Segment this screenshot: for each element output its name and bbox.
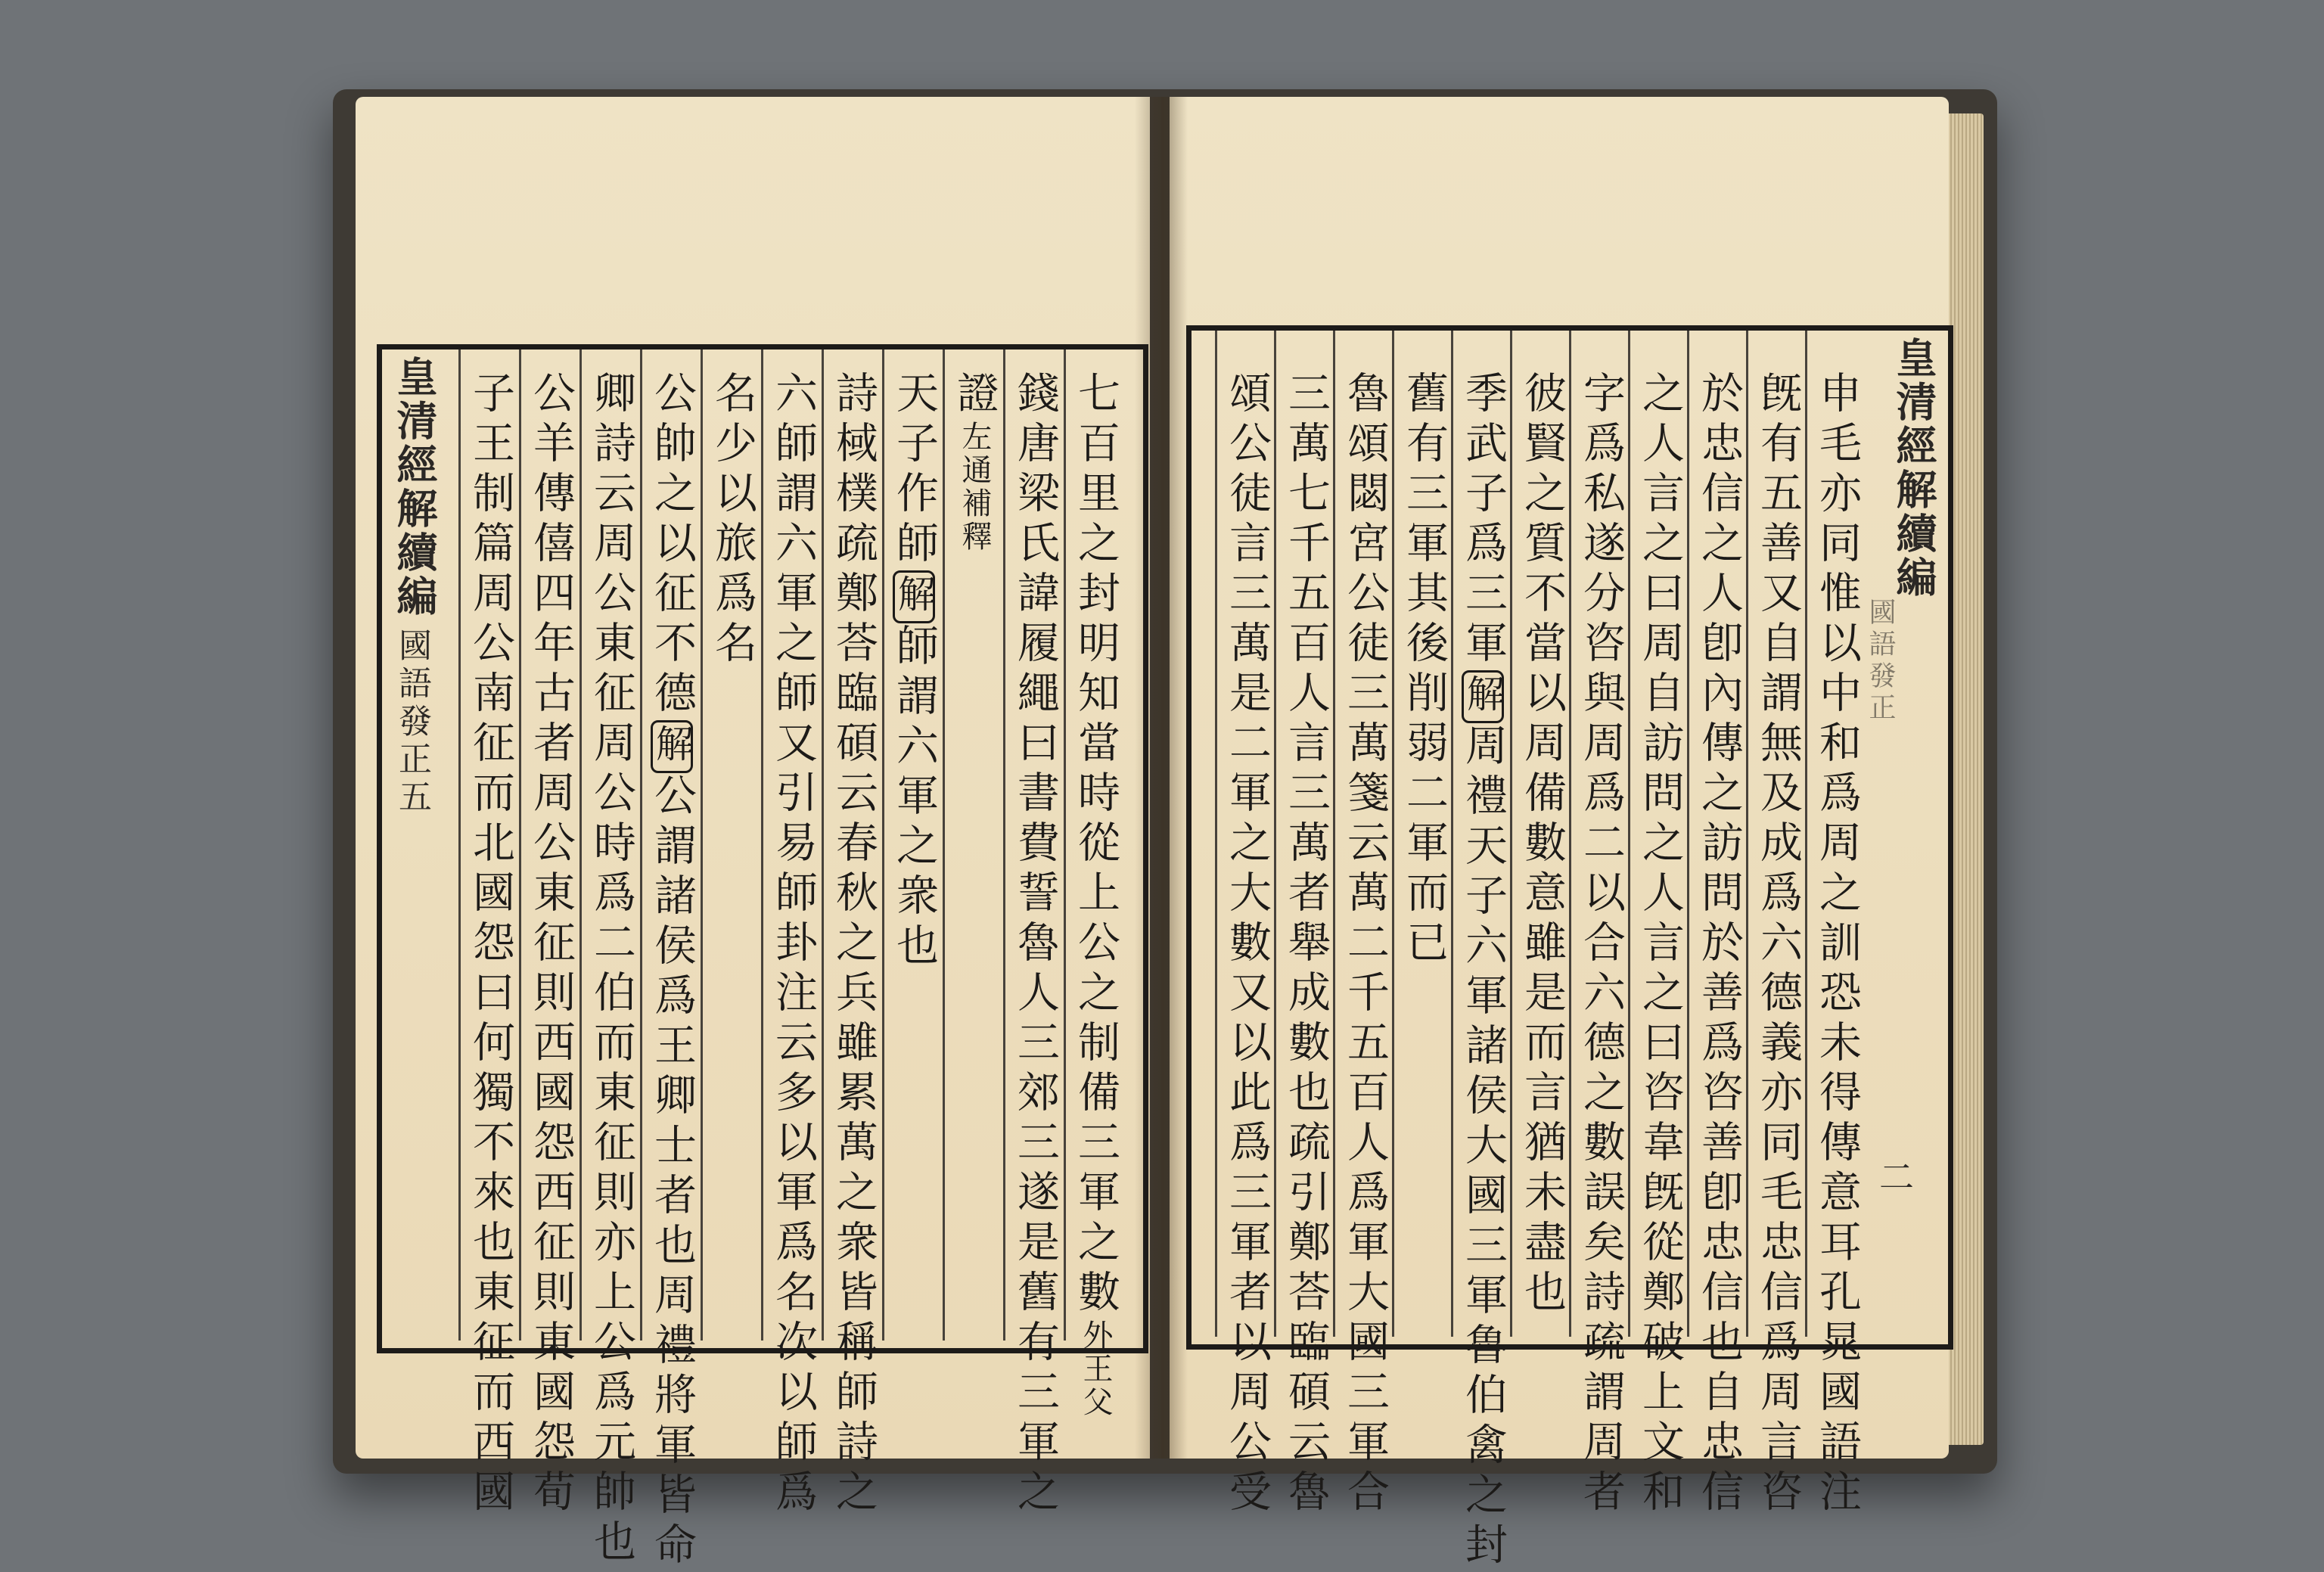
- column-rule: [640, 350, 642, 1341]
- text-run: 舊有三軍其後削弱二軍而已: [1400, 371, 1449, 970]
- column-rule: [579, 350, 582, 1341]
- column-rule: [1569, 331, 1571, 1337]
- column-rule: [1274, 331, 1276, 1337]
- right-page-column: [1282, 371, 1331, 1519]
- column-rule: [1451, 331, 1453, 1337]
- left-edge-title: 皇清經解續編: [390, 356, 439, 619]
- text-run: 子王制篇周公南征而北國怨曰何獨不來也東征而西國: [466, 371, 515, 1519]
- left-page-column: [950, 371, 999, 554]
- left-page-column: [587, 371, 636, 1569]
- column-rule: [1687, 331, 1689, 1337]
- column-rule: [1215, 331, 1217, 1337]
- left-page-column: [527, 371, 576, 1519]
- column-rule: [943, 350, 945, 1341]
- text-run: 名少以旅爲名: [708, 371, 757, 670]
- left-page-column: [769, 371, 818, 1519]
- text-run: 證: [950, 371, 999, 421]
- left-page-column: [890, 371, 939, 973]
- right-page-column: [1754, 371, 1803, 1519]
- right-page-column: [1695, 371, 1744, 1519]
- column-rule: [458, 350, 461, 1341]
- right-edge-subtitle: 國語發正: [1865, 598, 1896, 725]
- column-rule: [761, 350, 763, 1341]
- right-page-column: [1518, 371, 1567, 1319]
- text-run: 之人言之曰周自訪問之人言之曰咨韋旣從鄭破上文和: [1636, 371, 1685, 1519]
- column-rule: [1003, 350, 1005, 1341]
- text-run: 季武子爲三軍: [1459, 371, 1508, 670]
- column-rule: [1746, 331, 1748, 1337]
- left-page-column: [1071, 371, 1120, 1419]
- right-page-number: 二: [1879, 1157, 1914, 1198]
- column-rule: [1333, 331, 1335, 1337]
- text-run: 三萬七千五百人言三萬者舉成數也疏引鄭荅臨碩云魯: [1282, 371, 1331, 1519]
- text-run: 錢唐梁氏諱履繩曰書費誓魯人三郊三遂是舊有三軍之: [1011, 371, 1060, 1519]
- text-run: 字爲私遂分咨與周爲二以合六德之數誤矣詩疏謂周者: [1577, 371, 1626, 1519]
- right-page-column: [1223, 371, 1272, 1519]
- column-rule: [882, 350, 884, 1341]
- column-rule: [1805, 331, 1807, 1337]
- column-rule: [701, 350, 703, 1341]
- right-edge-title: 皇清經解續編: [1890, 337, 1938, 600]
- text-run: 公帥之以征不德: [648, 371, 697, 720]
- column-rule: [1064, 350, 1066, 1341]
- left-page-column: [708, 371, 757, 670]
- left-page-column: [1011, 371, 1060, 1519]
- text-run: 六師謂六軍之師又引易師卦注云多以軍爲名次以師爲: [769, 371, 818, 1519]
- text-run: 公謂諸侯爲王卿士者也周禮將軍皆命: [648, 773, 697, 1572]
- annotation-mark: 解: [1462, 670, 1504, 723]
- column-rule: [1628, 331, 1630, 1337]
- text-run: 周禮天子六軍諸侯大國三軍魯伯禽之封: [1459, 723, 1508, 1572]
- left-page-column: [466, 371, 515, 1519]
- left-page-column: [829, 371, 878, 1519]
- right-page-column: [1400, 371, 1449, 970]
- column-rule: [519, 350, 521, 1341]
- left-page-column: [648, 371, 697, 1572]
- text-run: 詩棫樸疏鄭荅臨碩云春秋之兵雖累萬之衆皆稱師詩之: [829, 371, 878, 1519]
- text-run: 申毛亦同惟以中和爲周之訓恐未得傳意耳孔晁國語注: [1813, 371, 1862, 1519]
- right-page-column: [1577, 371, 1626, 1519]
- text-run: 於忠信之人卽內傳之訪問於善爲咨善卽忠信也自忠信: [1695, 371, 1744, 1519]
- column-rule: [1510, 331, 1512, 1337]
- text-run: 七百里之封明知當時從上公之制備三軍之數: [1071, 371, 1120, 1319]
- text-run: 師謂六軍之衆也: [890, 623, 939, 973]
- text-run: 頌公徒言三萬是二軍之大數又以此爲三軍者以周公受: [1223, 371, 1272, 1519]
- text-run: 魯頌閟宮公徒三萬箋云萬二千五百人爲軍大國三軍合: [1341, 371, 1390, 1519]
- small-note: 左通補釋: [957, 421, 992, 554]
- text-run: 卿詩云周公東征周公時爲二伯而東征則亦上公爲元帥也: [587, 371, 636, 1569]
- column-rule: [822, 350, 824, 1341]
- small-note: 外王父: [1078, 1319, 1113, 1419]
- text-run: 天子作師: [890, 371, 939, 570]
- annotation-mark: 解: [893, 570, 935, 623]
- annotation-mark: 解: [651, 720, 693, 773]
- right-page-column: [1341, 371, 1390, 1519]
- left-edge-subtitle: 國語發正五: [393, 628, 431, 817]
- text-run: 公羊傳僖四年古者周公東征則西國怨西征則東國怨荀: [527, 371, 576, 1519]
- text-run: 彼賢之質不當以周備數意雖是而言猶未盡也: [1518, 371, 1567, 1319]
- right-page-column: [1636, 371, 1685, 1519]
- column-rule: [1392, 331, 1394, 1337]
- text-run: 旣有五善又自謂無及成爲六德義亦同毛忠信爲周言咨: [1754, 371, 1803, 1519]
- right-page-column: [1813, 371, 1862, 1519]
- right-page-column: [1459, 371, 1508, 1572]
